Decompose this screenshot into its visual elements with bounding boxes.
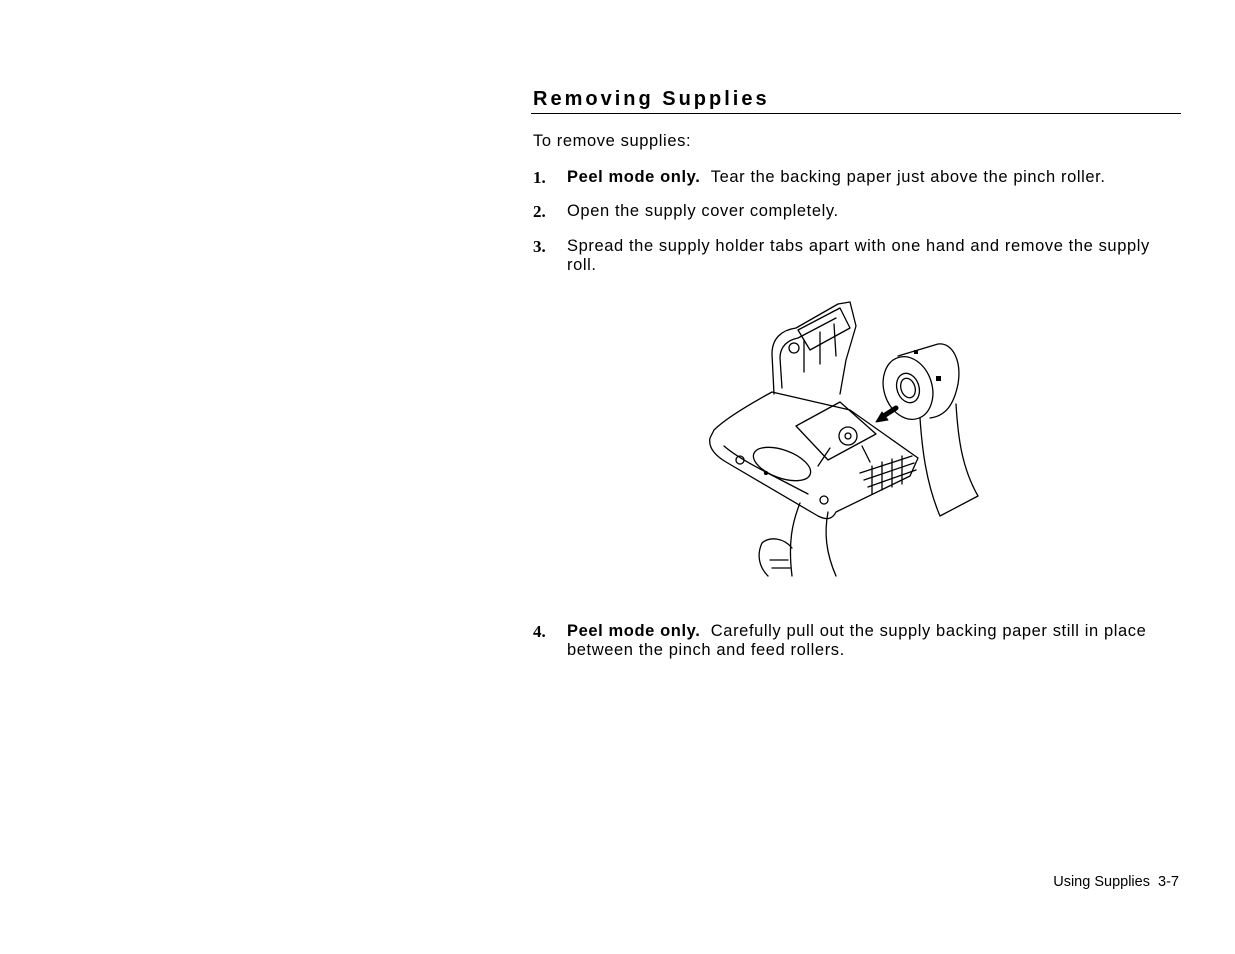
section-title: Removing Supplies — [533, 88, 770, 110]
intro-text: To remove supplies: — [533, 132, 692, 150]
step-number: 4. — [533, 622, 546, 641]
step-number: 1. — [533, 168, 546, 187]
step-3 — [533, 237, 1173, 275]
footer-page-number: 3-7 — [1158, 874, 1179, 890]
step-body — [567, 622, 1173, 660]
footer-chapter: Using Supplies — [1053, 874, 1150, 890]
step-text: Carefully pull out the supply backing paper still in place between the pinch and feed rollers. — [567, 622, 1147, 659]
title-underline — [531, 113, 1181, 114]
step-text: Spread the supply holder tabs apart with one hand and remove the supply roll. — [567, 237, 1150, 274]
step-body — [567, 168, 1183, 187]
step-number: 3. — [533, 237, 546, 256]
step-1 — [533, 168, 1183, 187]
step-2 — [533, 202, 1183, 221]
step-text: Open the supply cover completely. — [567, 202, 839, 220]
step-text: Tear the backing paper just above the pinch roller. — [710, 168, 1106, 186]
step-4 — [533, 622, 1173, 660]
page-footer — [1053, 873, 1179, 891]
printer-supply-removal-illustration — [700, 298, 990, 578]
step-body — [567, 237, 1173, 275]
step-body — [567, 202, 1183, 221]
step-bold-lead: Peel mode only. — [567, 622, 701, 640]
step-bold-lead: Peel mode only. — [567, 168, 701, 186]
step-number: 2. — [533, 202, 546, 221]
